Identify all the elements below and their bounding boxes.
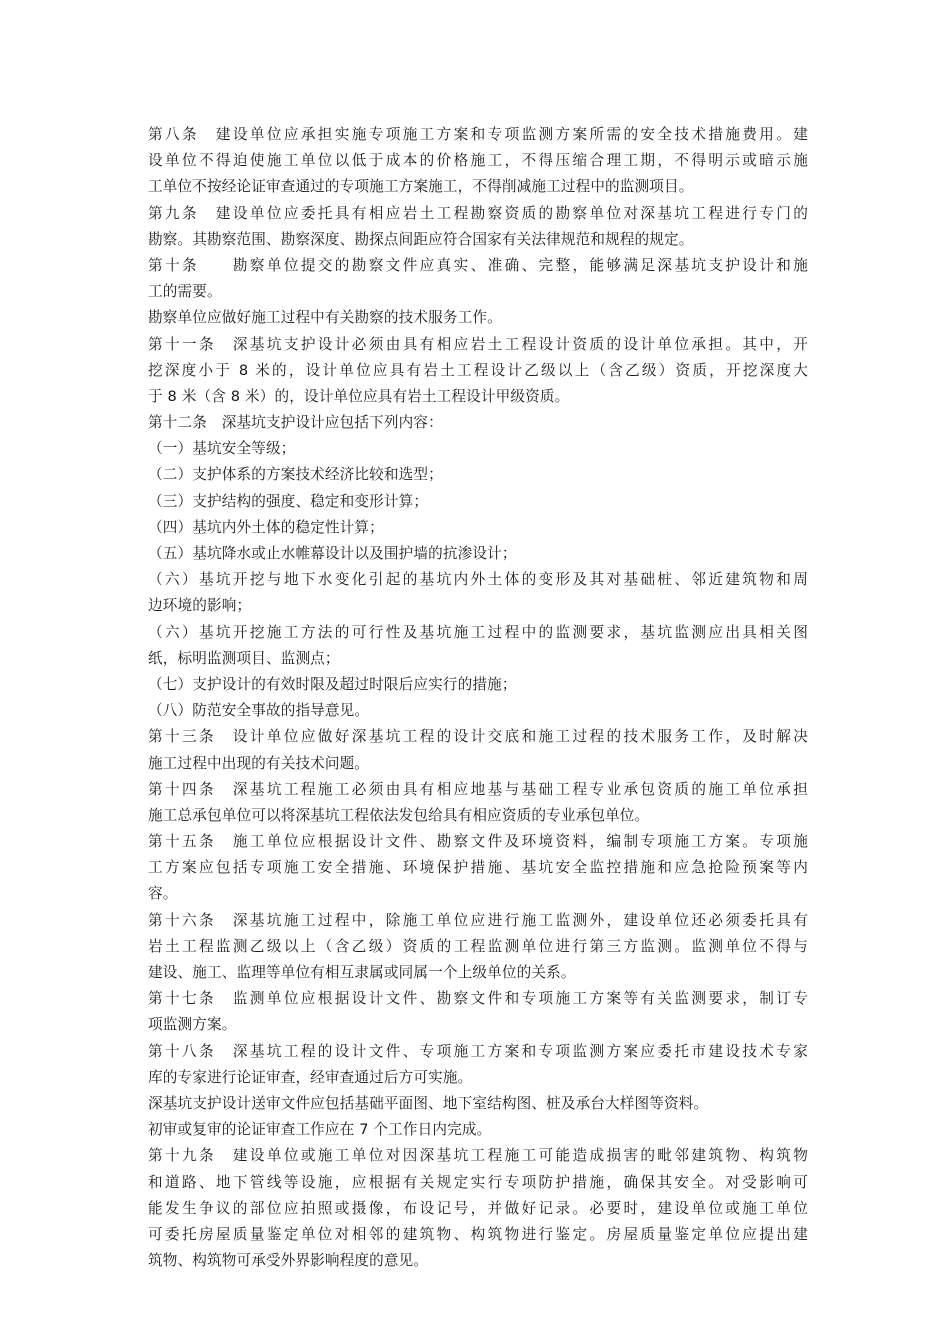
text-line: 第十五条 施工单位应根据设计文件、勘察文件及环境资料，编制专项施工方案。专项施 <box>148 833 808 851</box>
text-line: （八）防范安全事故的指导意见。 <box>148 702 370 720</box>
document-body <box>148 122 808 1274</box>
text-line: （一）基坑安全等级； <box>148 440 296 458</box>
text-line: 筑物、构筑物可承受外界影响程度的意见。 <box>148 1252 429 1270</box>
text-line: 设单位不得迫使施工单位以低于成本的价格施工，不得压缩合理工期，不得明示或暗示施 <box>148 152 808 170</box>
text-line: 于 8 米（含 8 米）的，设计单位应具有岩土工程设计甲级资质。 <box>148 387 570 405</box>
text-line: 施工过程中出现的有关技术问题。 <box>148 754 370 772</box>
text-line: 第十条 勘察单位提交的勘察文件应真实、准确、完整，能够满足深基坑支护设计和施 <box>148 256 808 274</box>
text-line: 和道路、地下管线等设施，应根据有关规定实行专项防护措施，确保其安全。对受影响可 <box>148 1173 808 1191</box>
text-line: （四）基坑内外土体的稳定性计算； <box>148 518 384 536</box>
text-line: 第十二条 深基坑支护设计应包括下列内容： <box>148 414 443 432</box>
text-line: 可委托房屋质量鉴定单位对相邻的建筑物、构筑物进行鉴定。房屋质量鉴定单位应提出建 <box>148 1225 808 1243</box>
text-line: 纸，标明监测项目、监测点； <box>148 649 340 667</box>
text-line: 能发生争议的部位应拍照或摄像，布设记号，并做好记录。必要时，建设单位或施工单位 <box>148 1199 808 1217</box>
text-line: （三）支护结构的强度、稳定和变形计算； <box>148 492 429 510</box>
text-line: 项监测方案。 <box>148 1016 237 1034</box>
text-line: 勘察。其勘察范围、勘察深度、勘探点间距应符合国家有关法律规范和规程的规定。 <box>148 230 694 248</box>
text-line: 第九条 建设单位应委托具有相应岩土工程勘察资质的勘察单位对深基坑工程进行专门的 <box>148 204 808 222</box>
text-line: 第十四条 深基坑工程施工必须由具有相应地基与基础工程专业承包资质的施工单位承担 <box>148 780 808 798</box>
text-line: （六）基坑开挖施工方法的可行性及基坑施工过程中的监测要求，基坑监测应出具相关图 <box>148 623 808 641</box>
text-line: 第十七条 监测单位应根据设计文件、勘察文件和专项施工方案等有关监测要求，制订专 <box>148 990 808 1008</box>
text-line: 工方案应包括专项施工安全措施、环境保护措施、基坑安全监控措施和应急抢险预案等内 <box>148 859 808 877</box>
text-line: 深基坑支护设计送审文件应包括基础平面图、地下室结构图、桩及承台大样图等资料。 <box>148 1094 709 1112</box>
text-line: 第十三条 设计单位应做好深基坑工程的设计交底和施工过程的技术服务工作，及时解决 <box>148 728 808 746</box>
text-line: 工的需要。 <box>148 283 222 301</box>
text-line: 建设、施工、监理等单位有相互隶属或同属一个上级单位的关系。 <box>148 964 576 981</box>
text-line: 第十一条 深基坑支护设计必须由具有相应岩土工程设计资质的设计单位承担。其中，开 <box>148 335 808 353</box>
text-line: 库的专家进行论证审查，经审查通过后方可实施。 <box>148 1068 473 1086</box>
text-line: 勘察单位应做好施工过程中有关勘察的技术服务工作。 <box>148 309 502 327</box>
text-line: 第十九条 建设单位或施工单位对因深基坑工程施工可能造成损害的毗邻建筑物、构筑物 <box>148 1147 808 1165</box>
text-line: 初审或复审的论证审查工作应在 7 个工作日内完成。 <box>148 1121 492 1139</box>
text-line: 容。 <box>148 885 178 903</box>
text-line: 工单位不按经论证审查通过的专项施工方案施工，不得削减施工过程中的监测项目。 <box>148 178 694 196</box>
text-line: 挖深度小于 8 米的，设计单位应具有岩土工程设计乙级以上（含乙级）资质，开挖深度大 <box>148 361 808 379</box>
text-line: 边环境的影响； <box>148 597 252 615</box>
text-line: 第八条 建设单位应承担实施专项施工方案和专项监测方案所需的安全技术措施费用。建 <box>148 126 808 143</box>
text-line: 岩土工程监测乙级以上（含乙级）资质的工程监测单位进行第三方监测。监测单位不得与 <box>148 937 808 955</box>
text-line: 施工总承包单位可以将深基坑工程依法发包给具有相应资质的专业承包单位。 <box>148 806 650 824</box>
text-line: 第十六条 深基坑施工过程中，除施工单位应进行施工监测外，建设单位还必须委托具有 <box>148 911 808 929</box>
text-line: （七）支护设计的有效时限及超过时限后应实行的措施； <box>148 675 517 693</box>
text-line: 第十八条 深基坑工程的设计文件、专项施工方案和专项监测方案应委托市建设技术专家 <box>148 1042 808 1060</box>
text-line: （二）支护体系的方案技术经济比较和选型； <box>148 466 443 484</box>
text-line: （五）基坑降水或止水帷幕设计以及围护墙的抗渗设计； <box>148 545 517 562</box>
text-line: （六）基坑开挖与地下水变化引起的基坑内外土体的变形及其对基础桩、邻近建筑物和周 <box>148 571 808 589</box>
